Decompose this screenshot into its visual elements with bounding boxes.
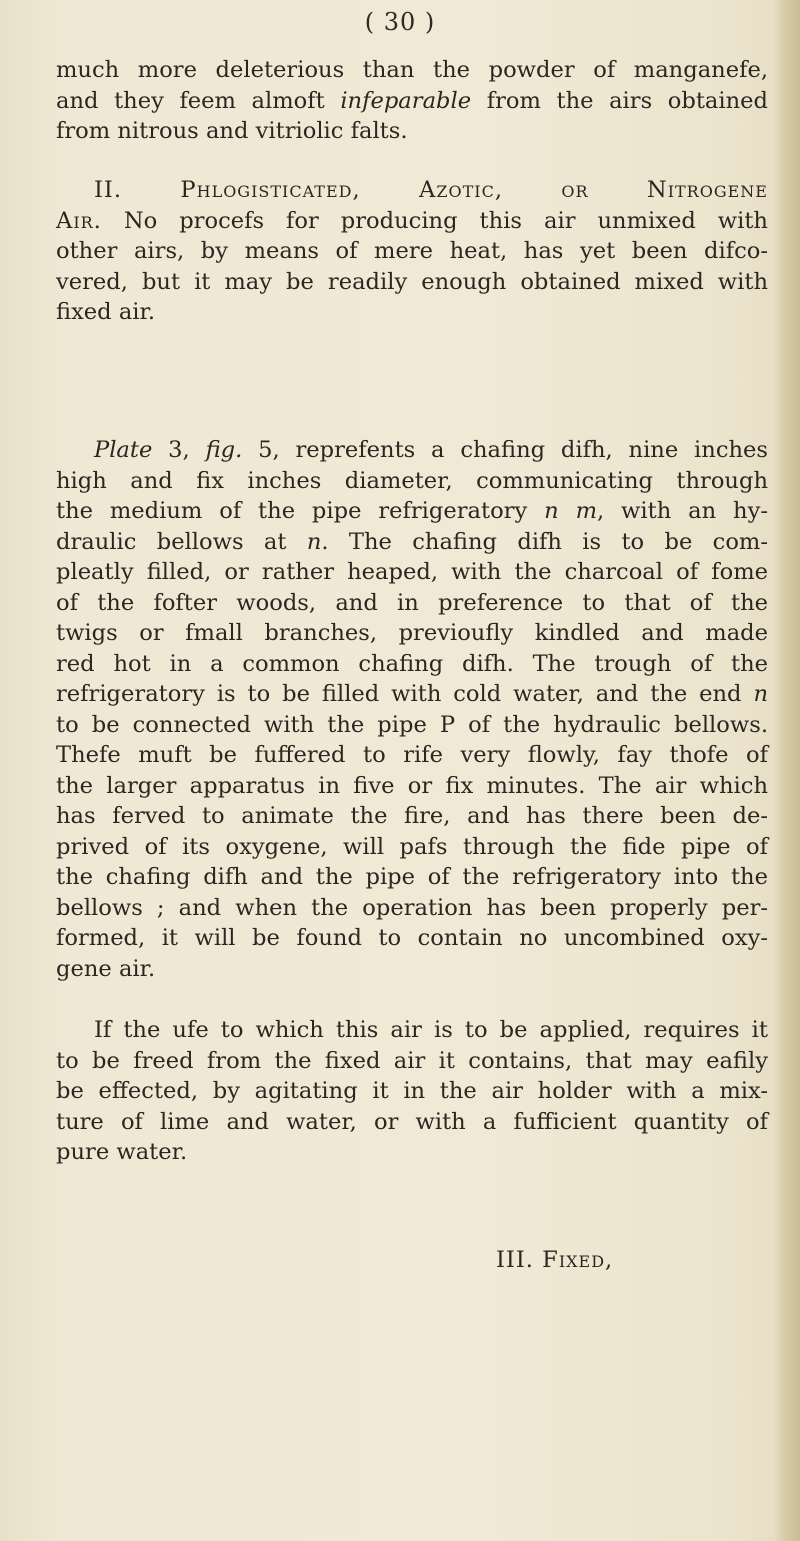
text-line: pleatly filled, or rather heaped, with the charcoal of fome	[56, 559, 768, 585]
section-heading-continued: Air.	[56, 207, 102, 234]
text-line: gene air.	[56, 955, 156, 982]
text-line: high and fix inches diameter, communicating through	[56, 467, 768, 494]
text-line: vered, but it may be readily enough obtained mixed with	[56, 268, 768, 295]
text-line: bellows ; and when the operation has been properly per-	[56, 894, 768, 921]
text-line: Thefe muft be fuffered to rife very flowly, fay thofe of	[56, 742, 768, 768]
text-line: of the fofter woods, and in preference to that of the	[56, 589, 768, 616]
catchword: III. Fixed,	[496, 1247, 614, 1273]
text-line: to be freed from the fixed air it contains, that may eafily	[56, 1047, 768, 1074]
text-line: red hot in a common chafing difh. The trough of the	[56, 650, 768, 677]
paragraph-plate-description	[56, 435, 768, 984]
text-line: from nitrous and vitriolic falts.	[56, 118, 408, 144]
text-line: twigs or fmall branches, previoufly kindled and made	[56, 620, 768, 646]
text-line: formed, it will be found to contain no uncombined oxy-	[56, 925, 768, 951]
section-heading: II. Phlogisticated, Azotic, or Nitrogene	[94, 177, 768, 203]
text-line: other airs, by means of mere heat, has yet been difco-	[56, 238, 768, 264]
text-line: the medium of the pipe refrigeratory n m, with an hy-	[56, 498, 768, 524]
page-number: ( 30 )	[364, 8, 436, 36]
section-phlogisticated-air	[56, 175, 768, 328]
text-line: to be connected with the pipe P of the hydraulic bellows.	[56, 711, 768, 738]
text-line: and they feem almoft infeparable from the airs obtained	[56, 87, 768, 114]
text-line: refrigeratory is to be filled with cold water, and the end n	[56, 681, 768, 707]
text-line: the chafing difh and the pipe of the refrigeratory into the	[56, 864, 768, 890]
text-line: much more deleterious than the powder of manganefe,	[56, 57, 768, 83]
text-line: be effected, by agitating it in the air holder with a mix-	[56, 1078, 768, 1104]
text-line: pure water.	[56, 1139, 188, 1165]
text-line: Air. No procefs for producing this air unmixed with	[56, 207, 768, 234]
paragraph-use	[56, 1015, 768, 1168]
text-line: the larger apparatus in five or fix minutes. The air which	[56, 772, 768, 799]
text-line: draulic bellows at n. The chafing difh is to be com-	[56, 528, 768, 555]
text-line: has ferved to animate the fire, and has there been de-	[56, 803, 768, 829]
page-edge-shadow	[774, 0, 800, 1541]
paragraph-continuation	[56, 55, 768, 147]
text-line: fixed air.	[56, 299, 156, 325]
text-line: Plate 3, fig. 5, reprefents a chafing difh, nine inches	[94, 437, 768, 463]
text-line: ture of lime and water, or with a fufficient quantity of	[56, 1108, 768, 1135]
text-line: If the ufe to which this air is to be applied, requires it	[94, 1017, 768, 1043]
text-line: prived of its oxygene, will pafs through the fide pipe of	[56, 833, 768, 860]
italic-term: infeparable	[340, 87, 472, 114]
